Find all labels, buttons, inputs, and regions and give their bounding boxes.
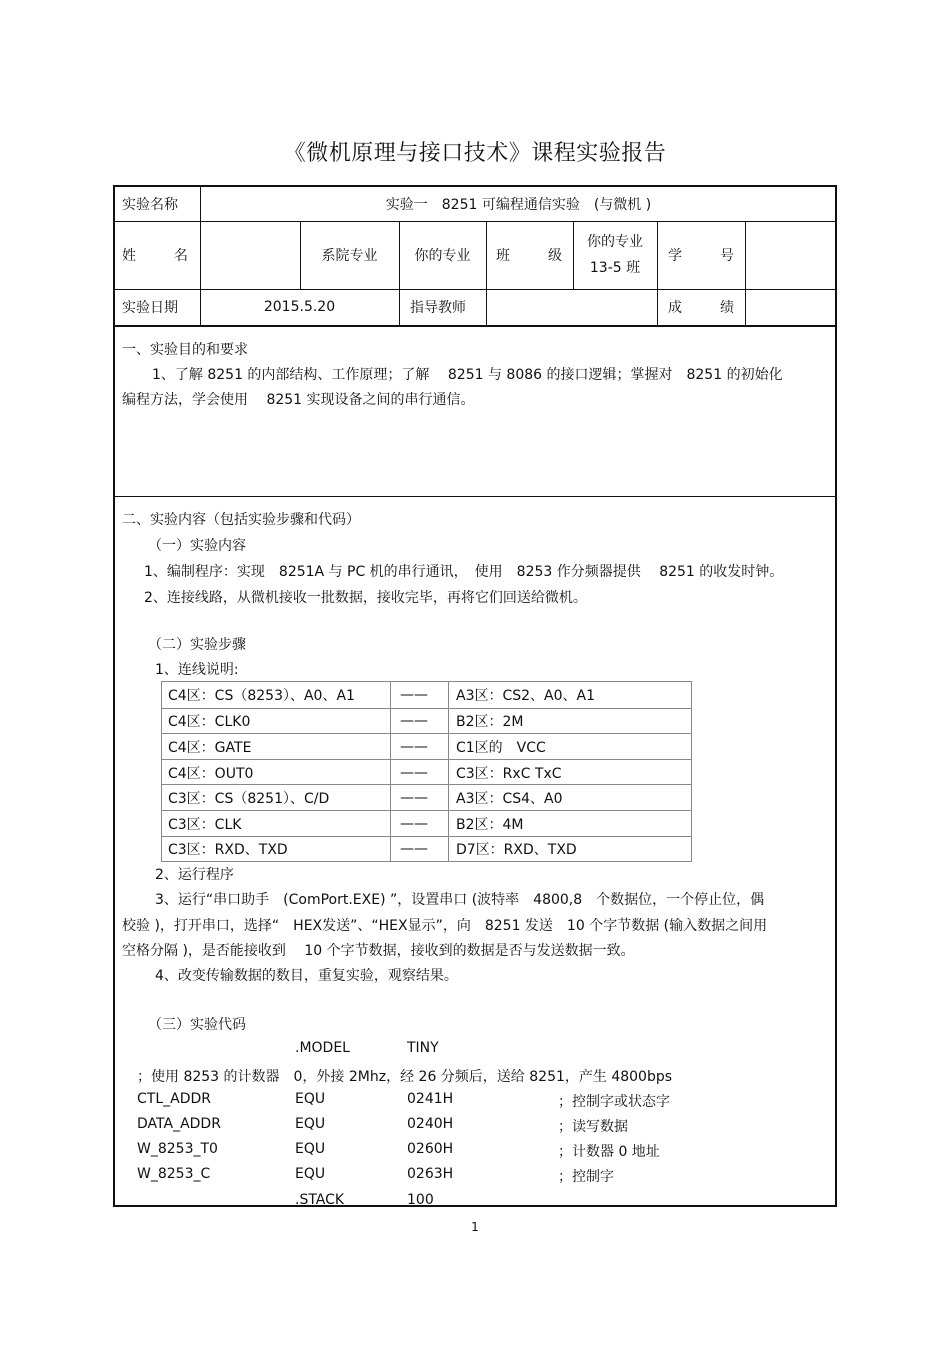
wiring-row: [162, 836, 691, 863]
class-label-char2: 级: [548, 248, 562, 264]
code-val: 0241H: [407, 1091, 454, 1107]
code-val: 0240H: [407, 1116, 454, 1132]
subsection-steps-heading: （二）实验步骤: [148, 637, 246, 653]
step3-line2: 校验 )，打开串口，选择“ HEX发送”、“HEX显示”，向 8251 发送 10 个字节数据 (输入数据之间用: [122, 918, 768, 934]
step3-line3: 空格分隔 )，是否能接收到 10 个字节数据，接收到的数据是否与发送数据一致。: [122, 943, 635, 959]
wiring-separator: ——: [400, 713, 428, 730]
name-value: [200, 221, 300, 289]
code-op: EQU: [295, 1116, 326, 1132]
code-name: W_8253_C: [137, 1166, 211, 1182]
code-comment: ；使用 8253 的计数器 0，外接 2Mhz，经 26 分频后，送给 8251，产生 4800bps: [137, 1069, 673, 1085]
code-op: EQU: [295, 1091, 326, 1107]
page-number: 1: [471, 1220, 479, 1234]
exp-name-value: 实验一 8251 可编程通信实验 (与微机 ): [385, 197, 652, 213]
id-label-char2: 号: [720, 248, 734, 264]
code-comment: ；控制字或状态字: [558, 1094, 670, 1110]
content-line2: 2、连接线路，从微机接收一批数据，接收完毕，再将它们回送给微机。: [144, 590, 587, 606]
wiring-from: C3区：CS（8251）、C/D: [168, 791, 330, 808]
subsection-content-heading: （一）实验内容: [148, 538, 246, 554]
dept-label: 系院专业: [321, 248, 378, 264]
wiring-from: C3区：RXD、TXD: [168, 842, 288, 859]
wiring-row: [162, 682, 691, 708]
wiring-separator: ——: [400, 686, 428, 703]
section1-heading: 一、实验目的和要求: [122, 342, 248, 358]
score-label-char1: 成: [668, 300, 682, 316]
wiring-from: C4区：GATE: [168, 739, 252, 756]
date-label: 实验日期: [122, 300, 178, 316]
step3-line1: 3、运行“串口助手 (ComPort.EXE) ”，设置串口 (波特率 4800,8 个数据位，一个停止位，偶: [155, 892, 765, 908]
code-comment: ；计数器 0 地址: [558, 1144, 660, 1160]
code-op: EQU: [295, 1141, 326, 1157]
section1-line2: 编程方法，学会使用 8251 实现设备之间的串行通信。: [122, 392, 475, 408]
wiring-separator: ——: [400, 790, 428, 807]
step2-text: 2、运行程序: [155, 867, 234, 883]
wiring-separator: ——: [400, 764, 428, 781]
name-label: [122, 221, 188, 289]
code-name: W_8253_T0: [137, 1141, 218, 1157]
code-comment: ；控制字: [558, 1169, 614, 1185]
wiring-from: C4区：CS（8253）、A0、A1: [168, 687, 355, 704]
code-model-directive: .MODEL: [295, 1040, 350, 1056]
class-label: [496, 221, 562, 289]
wiring-separator: ——: [400, 815, 428, 832]
wiring-to: B2区：2M: [456, 714, 524, 731]
wiring-from: C4区：CLK0: [168, 714, 251, 731]
report-title: 《微机原理与接口技术》课程实验报告: [283, 141, 667, 166]
table-rule: [113, 325, 837, 327]
wiring-from: C4区：OUT0: [168, 765, 254, 782]
section-divider: [113, 496, 837, 497]
wiring-separator: ——: [400, 738, 428, 755]
wiring-from: C3区：CLK: [168, 816, 242, 833]
id-value: [745, 221, 837, 289]
wiring-title: 1、连线说明:: [155, 662, 239, 678]
code-stack-value: 100: [407, 1192, 434, 1208]
exp-name-label: 实验名称: [122, 197, 178, 213]
wiring-to: A3区：CS2、A0、A1: [456, 687, 596, 704]
content-line1: 1、编制程序：实现 8251A 与 PC 机的串行通讯， 使用 8253 作分频器提供 8251 的收发时钟。: [144, 564, 784, 580]
wiring-to: D7区：RXD、TXD: [456, 842, 577, 859]
id-label: [668, 221, 734, 289]
class-value: [573, 221, 657, 289]
section1-line1: 1、了解 8251 的内部结构、工作原理；了解 8251 与 8086 的接口逻辑；掌握对 8251 的初始化: [152, 367, 783, 383]
wiring-to: B2区：4M: [456, 816, 524, 833]
wiring-row: [162, 784, 691, 811]
code-name: DATA_ADDR: [137, 1116, 221, 1132]
class-value-line1: 你的专业: [587, 234, 643, 250]
wiring-row: [162, 708, 691, 735]
wiring-table: [161, 681, 692, 862]
step4-text: 4、改变传输数据的数目，重复实验，观察结果。: [155, 968, 458, 984]
class-label-char1: 班: [496, 248, 510, 264]
wiring-row: [162, 810, 691, 837]
code-val: 0263H: [407, 1166, 454, 1182]
code-val: 0260H: [407, 1141, 454, 1157]
teacher-value: [486, 289, 657, 325]
teacher-label: 指导教师: [410, 300, 466, 316]
wiring-to: A3区：CS4、A0: [456, 791, 563, 808]
code-comment: ；读写数据: [558, 1119, 628, 1135]
name-label-char2: 名: [174, 248, 188, 264]
class-value-line2: 13-5 班: [589, 260, 641, 276]
wiring-to: C1区的 VCC: [456, 739, 546, 756]
section2-heading: 二、实验内容（包括实验步骤和代码）: [122, 512, 360, 528]
wiring-to: C3区：RxC TxC: [456, 765, 562, 782]
code-op: EQU: [295, 1166, 326, 1182]
score-label: [668, 289, 734, 325]
table-rule: [657, 221, 658, 325]
name-label-char1: 姓: [122, 248, 136, 264]
wiring-separator: ——: [400, 841, 428, 858]
wiring-row: [162, 733, 691, 760]
code-stack-directive: .STACK: [295, 1192, 345, 1208]
code-model-value: TINY: [407, 1040, 439, 1056]
subsection-code-heading: （三）实验代码: [148, 1017, 246, 1033]
wiring-row: [162, 759, 691, 786]
dept-value: 你的专业: [414, 248, 471, 264]
date-value: 2015.5.20: [263, 299, 336, 315]
id-label-char1: 学: [668, 248, 682, 264]
score-label-char2: 绩: [720, 300, 734, 316]
score-value: [745, 289, 837, 325]
code-name: CTL_ADDR: [137, 1091, 211, 1107]
